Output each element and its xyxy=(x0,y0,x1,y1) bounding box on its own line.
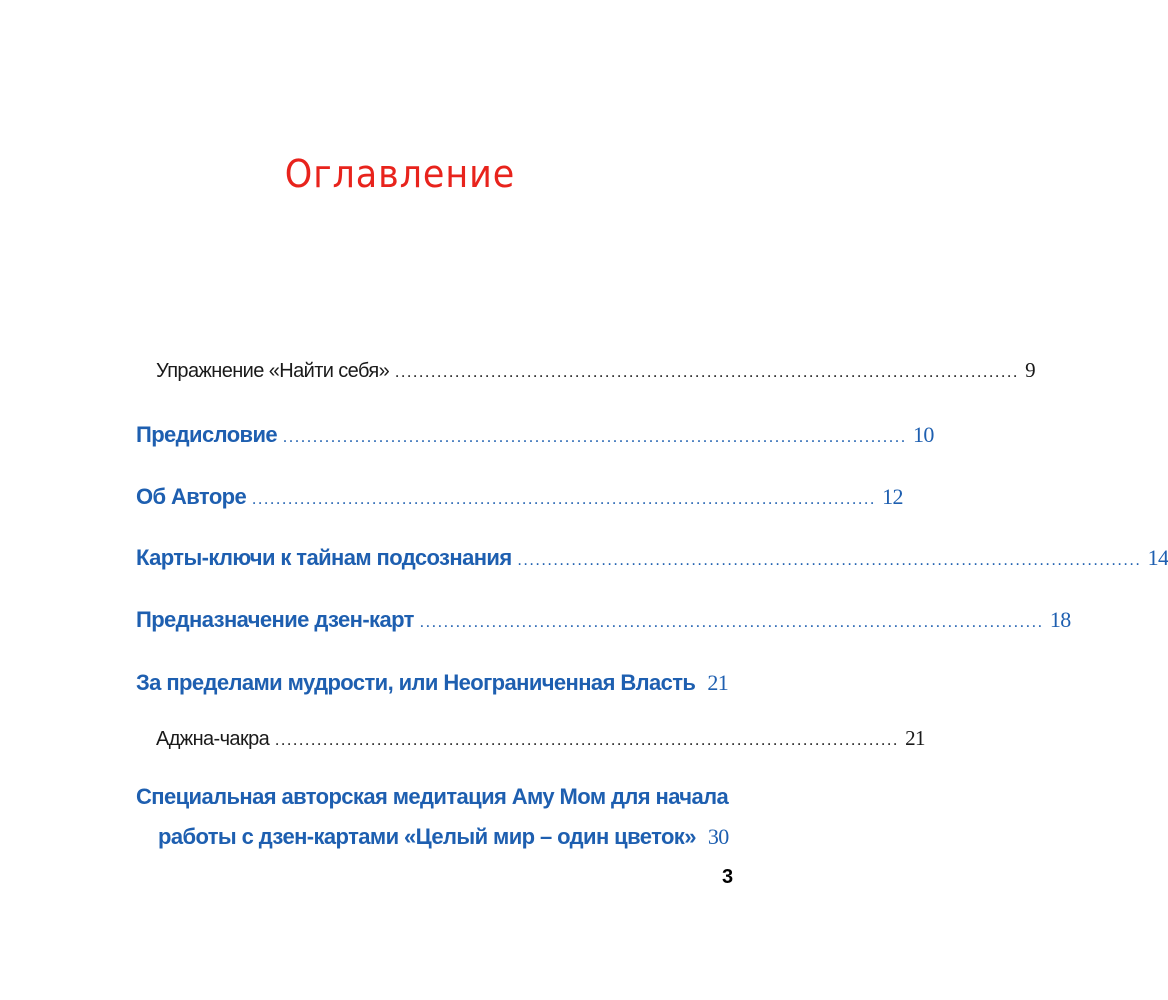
toc-page-number: 12 xyxy=(882,484,903,509)
toc-leader-dots: ........................................................................................................ xyxy=(395,364,1020,381)
toc-leader-dots: ........................................................................................................ xyxy=(275,732,900,749)
toc-entry-label: Об Авторе xyxy=(136,484,247,509)
toc-entry-preface[interactable] xyxy=(136,422,934,448)
toc-entry-label: Аджна-чакра xyxy=(156,728,270,750)
toc-entry-key-cards[interactable] xyxy=(136,545,1168,571)
toc-entry-purpose[interactable] xyxy=(136,607,1071,633)
toc-entry-label: Предисловие xyxy=(136,422,278,447)
toc-page-number: 21 xyxy=(905,726,925,750)
toc-entry-about-author[interactable] xyxy=(136,484,903,510)
toc-leader-dots: ........................................................................................................ xyxy=(252,491,877,508)
toc-page-number: 18 xyxy=(1049,607,1071,632)
toc-entry-label: работы с дзен-картами «Целый мир – один цветок» xyxy=(158,824,696,849)
toc-page-number: 14 xyxy=(1147,545,1168,570)
toc-entry-label: Карты-ключи к тайнам подсознания xyxy=(136,545,512,570)
toc-entry-meditation[interactable] xyxy=(158,824,729,850)
toc-entry-label: За пределами мудрости, или Неограниченная Власть xyxy=(136,670,696,695)
toc-leader-dots: ........................................................................................................ xyxy=(419,614,1044,631)
page-number: 3 xyxy=(722,866,734,888)
toc-entry-label: Предназначение дзен-карт xyxy=(136,607,414,632)
toc-entry-meditation-line1[interactable]: Специальная авторская медитация Аму Мом для начала xyxy=(136,784,729,809)
page-title: Оглавление xyxy=(284,152,516,196)
toc-entry-ajna-chakra[interactable] xyxy=(156,726,925,751)
toc-page-number: 10 xyxy=(913,422,934,447)
toc-leader-dots: ........................................................................................................ xyxy=(517,552,1142,569)
toc-leader-dots: ........................................................................................................ xyxy=(283,429,908,446)
toc-entry-exercise[interactable] xyxy=(156,358,1036,383)
toc-page-number: 9 xyxy=(1025,358,1036,382)
toc-page-number: 30 xyxy=(707,824,729,849)
toc-entry-beyond-wisdom[interactable] xyxy=(136,670,729,696)
toc-entry-label: Упражнение «Найти себя» xyxy=(156,360,390,382)
toc-page-number: 21 xyxy=(707,670,729,695)
